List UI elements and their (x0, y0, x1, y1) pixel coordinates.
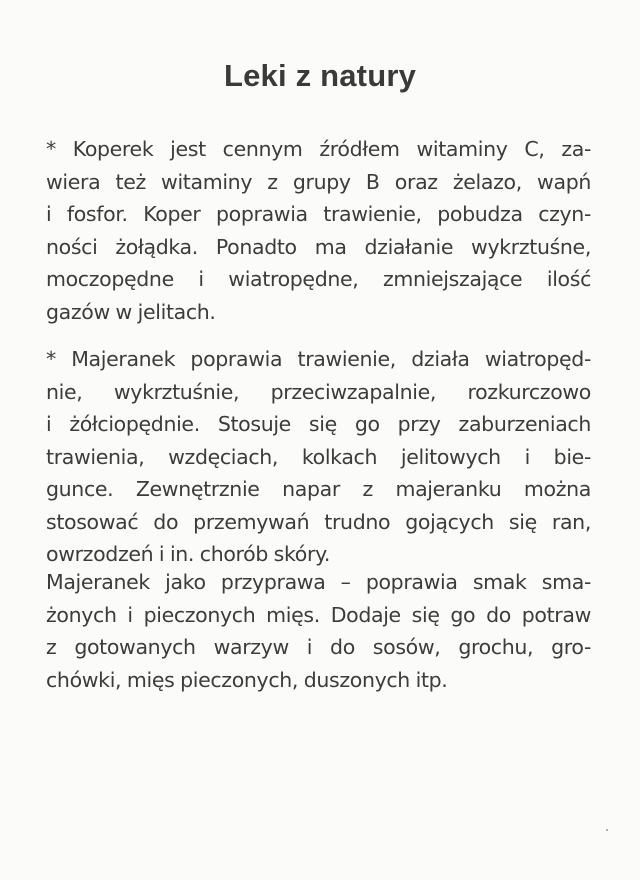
text-line: wiera też witaminy z grupy B oraz żelazo, wapń (46, 169, 591, 194)
text-line: Majeranek jako przyprawa – poprawia smak sma- (46, 570, 591, 594)
text-line: żonych i pieczonych mięs. Dodaje się go do potraw (46, 602, 591, 627)
paragraph-koperek (46, 133, 591, 328)
text-line: gazów w jelitach. (46, 299, 216, 324)
paragraph-majeranek (46, 343, 591, 571)
text-line: stosować do przemywań trudno gojących się ran, (46, 509, 591, 534)
page-title: Leki z natury (223, 58, 417, 93)
text-line: trawienia, wzdęciach, kolkach jelitowych i bie- (46, 444, 591, 469)
text-line: i żółciopędnie. Stosuje się go przy zaburzeniach (46, 412, 591, 436)
text-line: ności żołądka. Ponadto ma działanie wykrztuśne, (46, 234, 591, 259)
text-line: z gotowanych warzyw i do sosów, grochu, gro- (46, 635, 591, 659)
text-line: chówki, mięs pieczonych, duszonych itp. (46, 667, 448, 692)
scan-speck (606, 829, 608, 831)
text-line: * Koperek jest cennym źródłem witaminy C, za- (46, 137, 591, 161)
text-line: * Majeranek poprawia trawienie, działa wiatropęd- (46, 347, 591, 371)
text-line: nie, wykrztuśnie, przeciwzapalnie, rozkurczowo (46, 379, 591, 404)
text-line: gunce. Zewnętrznie napar z majeranku można (46, 477, 591, 501)
text-line: owrzodzeń i in. chorób skóry. (46, 542, 331, 566)
text-line: i fosfor. Koper poprawia trawienie, pobudza czyn- (46, 202, 591, 226)
paragraph-majeranek-przyprawa (46, 566, 591, 696)
text-line: moczopędne i wiatropędne, zmniejszające ilość (46, 267, 591, 291)
